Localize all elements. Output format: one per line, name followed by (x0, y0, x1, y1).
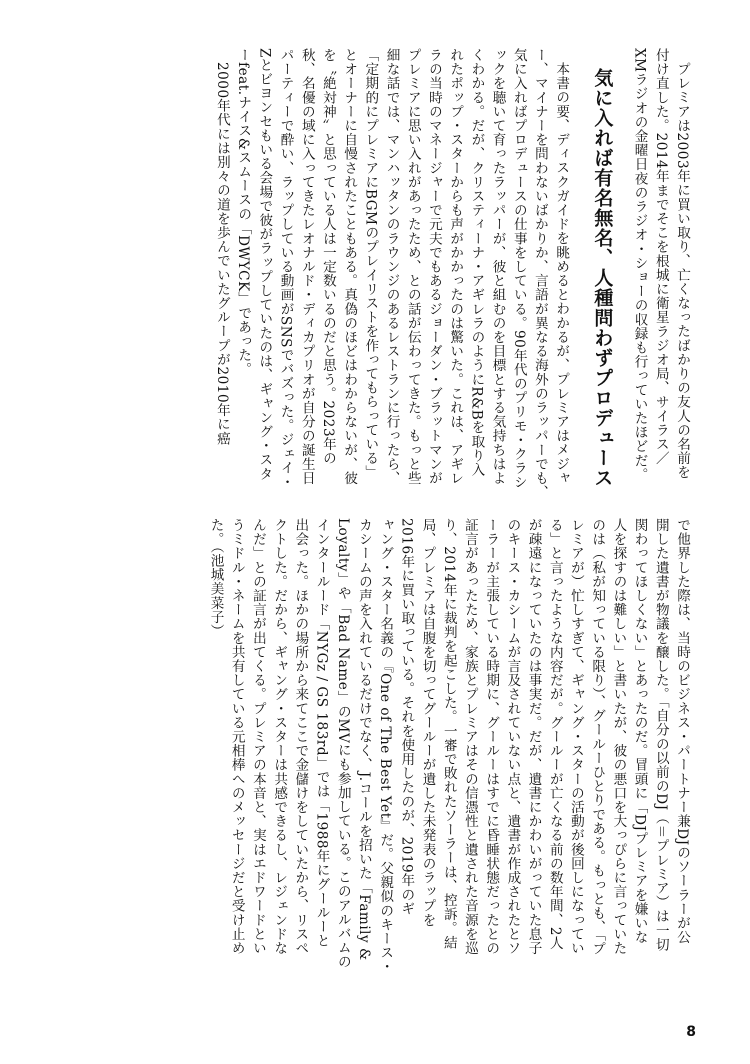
body-line: が疎遠になっていたのは事実だ。だが、遺書にかわいがっていた息子 (525, 518, 542, 956)
body-line: り、2014年に裁判を起こした。一審で敗れたソーラーは、控訴。結 (440, 518, 457, 950)
body-line: 2000年代には別々の道を歩んでいたグループが2010年に癌 (213, 61, 230, 445)
body-line: XMラジオの金曜日夜のラジオ・ショーの収録も行っていたほどだ。 (631, 48, 648, 482)
body-line: 2016年に買い取っている。それを使用したのが、2019年のギ (398, 518, 415, 916)
body-line: カシームの声を入れているだけでなく、J.コールを招いた「Family & (355, 518, 372, 961)
body-line: パーティーで酔い、ラップしている動画がSNSでバズった。ジェイ・ (277, 48, 294, 489)
body-line: ックを聴いて育ったラッパーが、彼と組むのを目標とする気持ちはよ (489, 48, 506, 486)
body-line: 気に入ればプロデュースの仕事をしている。90年代のプリモ・クラシ (510, 48, 527, 490)
body-line: 出会った。ほかの場所から来てここで金儲けをしていたから、リスペ (292, 518, 309, 956)
body-line: のは（私が知っている限り）、グールーひとりである。もっとも、「プ (589, 518, 606, 956)
body-line: ーラーが主張している時期に、グールーはすでに昏睡状態だったとの (483, 518, 500, 956)
body-line: 関わってほしくない」とあったのだ。冒頭に「DJプレミアを嫌いな (631, 518, 648, 945)
section-heading: 気に入れば有名無名、人種問わずプロデュース (591, 68, 614, 488)
body-line: 細な話では、マンハッタンのラウンジのあるレストランに行ったら、 (383, 48, 400, 486)
byline: た。（池城美菜子） (207, 518, 224, 639)
body-line: うミドル・ネームを共有している元相棒へのメッセージだと受け止め (228, 518, 245, 956)
body-line: ャング・スター名義の『One of The Best Yet』だ。父親似のキース・ (377, 518, 394, 974)
body-line: クトした。だから、ギャング・スターは共感できるし、レジェンドな (271, 518, 288, 956)
body-line: 局、プレミアは自腹を切ってグールーが遺した未発表のラップを (419, 518, 436, 927)
body-line: れたポップ・スターからも声がかかったのは驚いた。これは、アギレ (447, 48, 464, 486)
page-number: 8 (686, 1024, 696, 1040)
body-line: で他界した際は、当時のビジネス・パートナー兼DJのソーラーが公 (674, 518, 690, 945)
body-line: Loyalty」や「Bad Name」のMVにも参加している。このアルバムの (334, 518, 351, 969)
body-line: ー、マイナーを問わないばかりか、言語が異なる海外のラッパーでも、 (531, 48, 548, 500)
body-line: る」と言ったような内容だが。グールーが亡くなる前の数年間、2人 (546, 518, 563, 951)
body-line: レミアが）忙しすぎて、ギャング・スターの活動が後回しになってい (567, 518, 584, 956)
body-line: とオーナーに自慢されたこともある。真偽のほどはわからないが、彼 (341, 48, 358, 486)
body-line: Zとビヨンセもいる会場で彼がラップしていたのは、ギャング・スタ (256, 48, 273, 481)
body-line: インタールード「NYGz / GS 183rd」では「1988年にグールーと (313, 518, 330, 948)
article-column-top (110, 48, 692, 500)
body-line: ーfeat.ナイス&スムースの「DWYCK」であった。 (235, 48, 252, 377)
body-line: プレミアは2003年に買い取り、亡くなったばかりの友人の名前を (674, 61, 690, 479)
body-line: 秋、名優の域に入ってきたレオナルド・ディカプリオが自分の誕生日 (298, 48, 315, 486)
body-line: くわかる。だが、クリスティーナ・アギレラのようにR&Bを取り入 (468, 48, 485, 477)
body-line: 人を探すのは難しい」と書いたが、彼の悪口を大っぴらに言っていた (610, 518, 627, 956)
body-line: 開した遺書が物議を醸した。「自分の以前のDJ（＝プレミア）は一切 (652, 518, 669, 952)
body-line: 本書の要、ディスクガイドを眺めるとわかるが、プレミアはメジャ (553, 61, 570, 485)
body-line: のキース・カシームが言及されていない点と、遺書が作成されたとソ (504, 518, 521, 956)
body-line: を〝絶対神〟と思っている人は一定数いるのだと思う。2023年の (319, 48, 336, 466)
body-line: 付け直した。2014年までそこを根城に衛星ラジオ局、サイラス／ (652, 48, 669, 466)
body-line: ラの当時のマネージャーで元夫でもあるジョーダン・ブラットマンが (425, 48, 442, 486)
body-line: 証言があったため、家族とプレミアはその信憑性と遺された音源を巡 (461, 518, 478, 956)
body-line: プレミアに思い入れがあったため、との話が伝わってきた。もっと些 (404, 48, 421, 486)
article-column-bottom (44, 518, 692, 1010)
body-line: んだ」との証言が出てくる。プレミアの本音と、実はエドワードとい (249, 518, 266, 956)
body-line: 「定期的にプレミアにBGMのプレイリストを作ってもらっている」 (362, 48, 379, 480)
